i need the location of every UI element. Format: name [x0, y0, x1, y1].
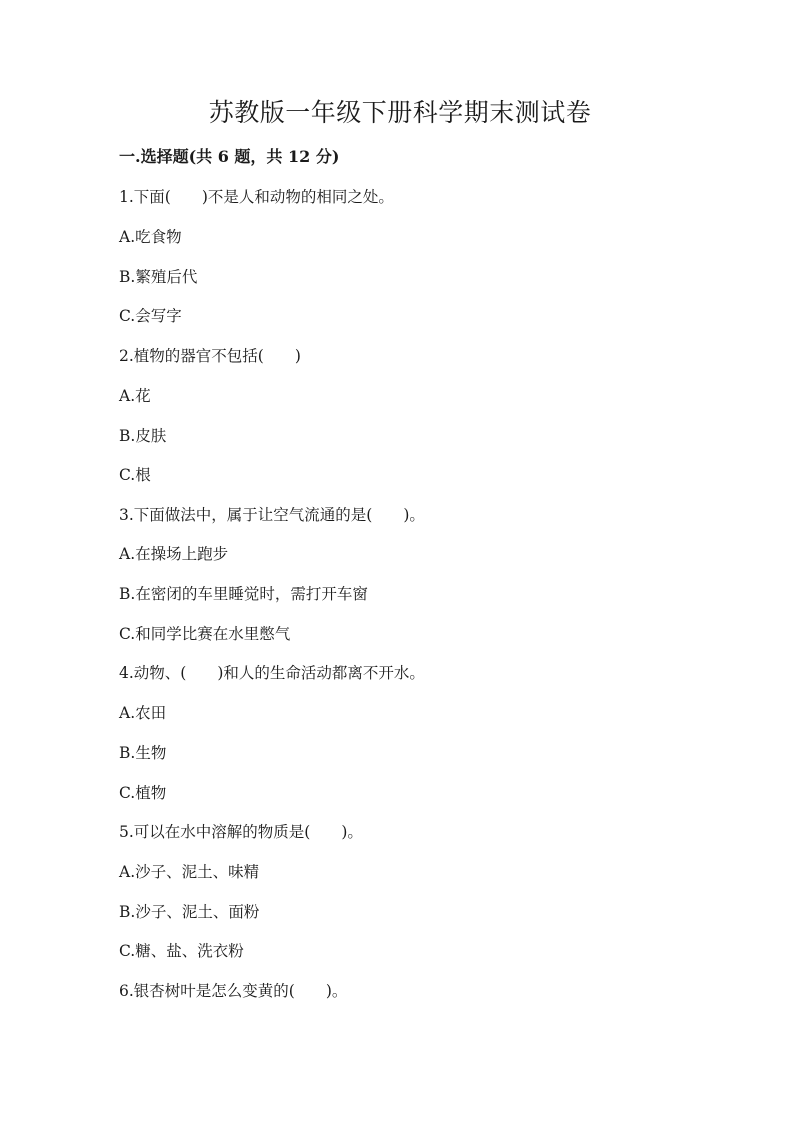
page-title: 苏教版一年级下册科学期末测试卷: [208, 98, 592, 127]
question-1-option-a: A.吃食物: [119, 228, 182, 246]
question-1-option-c: C.会写字: [119, 307, 182, 325]
question-5-option-c: C.糖、盐、洗衣粉: [119, 942, 244, 960]
question-2-option-b: B.皮肤: [119, 427, 167, 445]
question-3-option-b: B.在密闭的车里睡觉时，需打开车窗: [119, 585, 368, 603]
question-3-stem: 3.下面做法中，属于让空气流通的是( )。: [119, 506, 425, 524]
question-3-option-c: C.和同学比赛在水里憋气: [119, 625, 291, 643]
section-heading: 一.选择题(共 6 题，共 12 分): [119, 147, 340, 166]
question-5-stem: 5.可以在水中溶解的物质是( )。: [119, 823, 363, 841]
question-6-stem: 6.银杏树叶是怎么变黄的( )。: [119, 982, 348, 1000]
question-4-option-c: C.植物: [119, 784, 167, 802]
question-1-stem: 1.下面( )不是人和动物的相同之处。: [119, 188, 394, 206]
question-2-stem: 2.植物的器官不包括( ): [119, 347, 301, 365]
question-2-option-a: A.花: [119, 387, 151, 405]
question-4-stem: 4.动物、( )和人的生命活动都离不开水。: [119, 664, 425, 682]
question-4-option-a: A.农田: [119, 704, 167, 722]
question-3-option-a: A.在操场上跑步: [119, 545, 229, 563]
question-5-option-a: A.沙子、泥土、味精: [119, 863, 260, 881]
question-5-option-b: B.沙子、泥土、面粉: [119, 903, 260, 921]
question-4-option-b: B.生物: [119, 744, 167, 762]
question-2-option-c: C.根: [119, 466, 151, 484]
question-1-option-b: B.繁殖后代: [119, 268, 198, 286]
